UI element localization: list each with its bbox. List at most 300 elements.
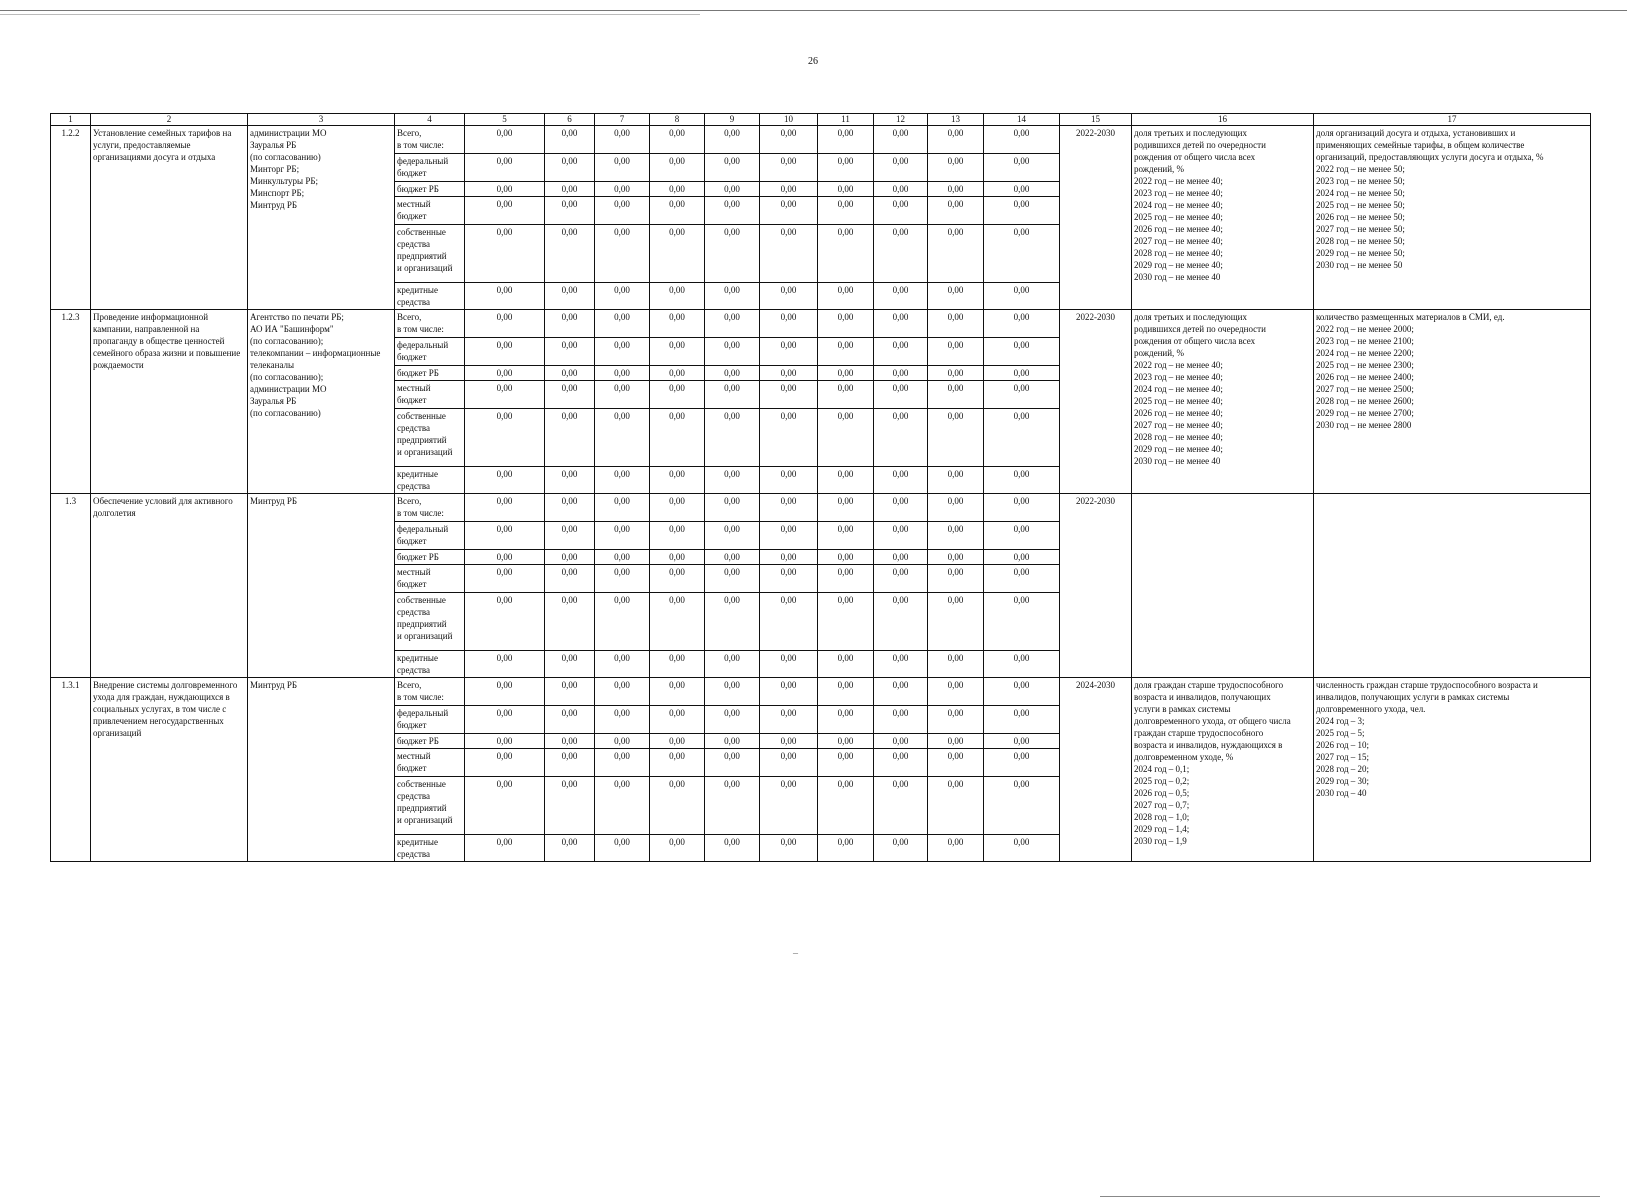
funding-amount: 0,00 bbox=[984, 678, 1060, 706]
funding-amount: 0,00 bbox=[705, 225, 760, 283]
funding-amount: 0,00 bbox=[760, 197, 818, 225]
funding-amount: 0,00 bbox=[928, 338, 984, 366]
funding-amount: 0,00 bbox=[928, 550, 984, 565]
funding-amount: 0,00 bbox=[465, 126, 545, 154]
funding-amount: 0,00 bbox=[818, 197, 874, 225]
funding-amount: 0,00 bbox=[595, 777, 650, 835]
funding-amount: 0,00 bbox=[705, 381, 760, 409]
funding-amount: 0,00 bbox=[545, 366, 595, 381]
funding-amount: 0,00 bbox=[818, 678, 874, 706]
target-indicator: доля третьих и последующих родившихся детей по очередности рождения от общего числа всех рождений, % 2022 год – не менее 40; 2023 год – не менее 40; 2024 год – не менее 40; 2025 год – не менее 40; 2026 год – не менее 40; 2027 год – не менее 40; 2028 год – не менее 40; 2029 год – не менее 40; 2030 год – не менее 40 bbox=[1132, 310, 1314, 494]
funding-source: бюджет РБ bbox=[395, 182, 465, 197]
funding-amount: 0,00 bbox=[874, 283, 928, 310]
funding-amount: 0,00 bbox=[874, 467, 928, 494]
funding-amount: 0,00 bbox=[545, 338, 595, 366]
funding-amount: 0,00 bbox=[818, 366, 874, 381]
implementation-period: 2022-2030 bbox=[1060, 494, 1132, 678]
funding-amount: 0,00 bbox=[705, 126, 760, 154]
funding-source: федеральный бюджет bbox=[395, 154, 465, 182]
funding-amount: 0,00 bbox=[874, 835, 928, 862]
funding-amount: 0,00 bbox=[818, 182, 874, 197]
funding-amount: 0,00 bbox=[705, 197, 760, 225]
funding-source: кредитные средства bbox=[395, 467, 465, 494]
measure-name: Проведение информационной кампании, направленной на пропаганду в обществе ценностей семейного образа жизни и повышение рождаемости bbox=[91, 310, 248, 494]
funding-amount: 0,00 bbox=[874, 749, 928, 777]
funding-amount: 0,00 bbox=[984, 182, 1060, 197]
funding-amount: 0,00 bbox=[545, 651, 595, 678]
measure-executors: администрации МО Зауралья РБ (по согласованию) Минторг РБ; Минкультуры РБ; Минспорт РБ; Минтруд РБ bbox=[248, 126, 395, 310]
funding-amount: 0,00 bbox=[705, 338, 760, 366]
column-number-13: 13 bbox=[928, 114, 984, 126]
funding-amount: 0,00 bbox=[595, 651, 650, 678]
measure-id: 1.3.1 bbox=[51, 678, 91, 862]
funding-amount: 0,00 bbox=[545, 126, 595, 154]
funding-amount: 0,00 bbox=[650, 182, 705, 197]
funding-amount: 0,00 bbox=[874, 225, 928, 283]
funding-amount: 0,00 bbox=[705, 678, 760, 706]
funding-amount: 0,00 bbox=[874, 494, 928, 522]
column-number-5: 5 bbox=[465, 114, 545, 126]
funding-amount: 0,00 bbox=[545, 197, 595, 225]
funding-amount: 0,00 bbox=[705, 835, 760, 862]
funding-amount: 0,00 bbox=[465, 467, 545, 494]
funding-amount: 0,00 bbox=[465, 381, 545, 409]
funding-amount: 0,00 bbox=[465, 366, 545, 381]
funding-source: бюджет РБ bbox=[395, 366, 465, 381]
funding-amount: 0,00 bbox=[705, 734, 760, 749]
funding-amount: 0,00 bbox=[874, 593, 928, 651]
measure-id: 1.3 bbox=[51, 494, 91, 678]
funding-amount: 0,00 bbox=[928, 197, 984, 225]
funding-source: местный бюджет bbox=[395, 565, 465, 593]
funding-amount: 0,00 bbox=[465, 338, 545, 366]
funding-source: федеральный бюджет bbox=[395, 338, 465, 366]
funding-amount: 0,00 bbox=[928, 835, 984, 862]
funding-amount: 0,00 bbox=[705, 565, 760, 593]
target-indicator: доля граждан старше трудоспособного возраста и инвалидов, получающих услуги в рамках системы долговременного ухода, от общего числа граждан старше трудоспособного возраста и инвалидов, нуждающихся в долговременном уходе, % 2024 год – 0,1; 2025 год – 0,2; 2026 год – 0,5; 2027 год – 0,7; 2028 год – 1,0; 2029 год – 1,4; 2030 год – 1,9 bbox=[1132, 678, 1314, 862]
funding-amount: 0,00 bbox=[650, 381, 705, 409]
funding-amount: 0,00 bbox=[650, 283, 705, 310]
funding-amount: 0,00 bbox=[760, 593, 818, 651]
funding-amount: 0,00 bbox=[545, 381, 595, 409]
funding-amount: 0,00 bbox=[545, 182, 595, 197]
target-indicator: доля третьих и последующих родившихся детей по очередности рождения от общего числа всех рождений, % 2022 год – не менее 40; 2023 год – не менее 40; 2024 год – не менее 40; 2025 год – не менее 40; 2026 год – не менее 40; 2027 год – не менее 40; 2028 год – не менее 40; 2029 год – не менее 40; 2030 год – не менее 40 bbox=[1132, 126, 1314, 310]
funding-amount: 0,00 bbox=[818, 126, 874, 154]
funding-amount: 0,00 bbox=[465, 835, 545, 862]
funding-amount: 0,00 bbox=[818, 706, 874, 734]
funding-amount: 0,00 bbox=[928, 678, 984, 706]
column-number-4: 4 bbox=[395, 114, 465, 126]
funding-amount: 0,00 bbox=[874, 651, 928, 678]
funding-amount: 0,00 bbox=[705, 522, 760, 550]
funding-source: собственные средства предприятий и организаций bbox=[395, 225, 465, 283]
funding-amount: 0,00 bbox=[650, 126, 705, 154]
funding-amount: 0,00 bbox=[650, 522, 705, 550]
funding-amount: 0,00 bbox=[595, 550, 650, 565]
funding-amount: 0,00 bbox=[545, 550, 595, 565]
funding-amount: 0,00 bbox=[705, 651, 760, 678]
funding-amount: 0,00 bbox=[465, 565, 545, 593]
target-indicator bbox=[1132, 494, 1314, 678]
funding-amount: 0,00 bbox=[760, 565, 818, 593]
funding-amount: 0,00 bbox=[928, 522, 984, 550]
funding-amount: 0,00 bbox=[545, 678, 595, 706]
funding-amount: 0,00 bbox=[545, 835, 595, 862]
implementation-period: 2022-2030 bbox=[1060, 310, 1132, 494]
funding-amount: 0,00 bbox=[545, 154, 595, 182]
funding-source: Всего, в том числе: bbox=[395, 678, 465, 706]
funding-amount: 0,00 bbox=[818, 734, 874, 749]
funding-amount: 0,00 bbox=[595, 467, 650, 494]
funding-amount: 0,00 bbox=[595, 182, 650, 197]
funding-amount: 0,00 bbox=[818, 338, 874, 366]
funding-amount: 0,00 bbox=[650, 734, 705, 749]
funding-amount: 0,00 bbox=[545, 593, 595, 651]
funding-amount: 0,00 bbox=[760, 678, 818, 706]
funding-amount: 0,00 bbox=[465, 593, 545, 651]
funding-amount: 0,00 bbox=[465, 310, 545, 338]
funding-amount: 0,00 bbox=[595, 366, 650, 381]
funding-amount: 0,00 bbox=[650, 366, 705, 381]
funding-amount: 0,00 bbox=[928, 182, 984, 197]
funding-amount: 0,00 bbox=[595, 310, 650, 338]
funding-amount: 0,00 bbox=[818, 593, 874, 651]
funding-amount: 0,00 bbox=[650, 777, 705, 835]
funding-amount: 0,00 bbox=[705, 593, 760, 651]
funding-amount: 0,00 bbox=[874, 678, 928, 706]
funding-amount: 0,00 bbox=[818, 835, 874, 862]
funding-amount: 0,00 bbox=[928, 154, 984, 182]
funding-amount: 0,00 bbox=[760, 706, 818, 734]
column-number-15: 15 bbox=[1060, 114, 1132, 126]
funding-amount: 0,00 bbox=[984, 310, 1060, 338]
funding-amount: 0,00 bbox=[465, 777, 545, 835]
funding-amount: 0,00 bbox=[984, 381, 1060, 409]
funding-amount: 0,00 bbox=[818, 749, 874, 777]
funding-amount: 0,00 bbox=[595, 522, 650, 550]
funding-amount: 0,00 bbox=[595, 225, 650, 283]
funding-amount: 0,00 bbox=[874, 366, 928, 381]
funding-amount: 0,00 bbox=[928, 651, 984, 678]
funding-amount: 0,00 bbox=[818, 310, 874, 338]
column-number-3: 3 bbox=[248, 114, 395, 126]
funding-amount: 0,00 bbox=[874, 777, 928, 835]
funding-amount: 0,00 bbox=[545, 522, 595, 550]
funding-amount: 0,00 bbox=[650, 565, 705, 593]
funding-amount: 0,00 bbox=[650, 678, 705, 706]
funding-amount: 0,00 bbox=[650, 749, 705, 777]
funding-amount: 0,00 bbox=[760, 467, 818, 494]
column-number-16: 16 bbox=[1132, 114, 1314, 126]
funding-amount: 0,00 bbox=[465, 182, 545, 197]
funding-amount: 0,00 bbox=[705, 706, 760, 734]
table-row bbox=[51, 126, 1591, 154]
funding-amount: 0,00 bbox=[650, 550, 705, 565]
header-row bbox=[51, 114, 1591, 126]
funding-amount: 0,00 bbox=[760, 494, 818, 522]
funding-amount: 0,00 bbox=[874, 310, 928, 338]
funding-amount: 0,00 bbox=[465, 749, 545, 777]
funding-amount: 0,00 bbox=[465, 409, 545, 467]
result-indicator: численность граждан старше трудоспособного возраста и инвалидов, получающих услуги в рамках системы долговременного ухода, чел. 2024 год – 3; 2025 год – 5; 2026 год – 10; 2027 год – 15; 2028 год – 20; 2029 год – 30; 2030 год – 40 bbox=[1314, 678, 1591, 862]
funding-amount: 0,00 bbox=[984, 126, 1060, 154]
funding-source: кредитные средства bbox=[395, 651, 465, 678]
funding-amount: 0,00 bbox=[650, 494, 705, 522]
table-row bbox=[51, 494, 1591, 522]
scan-edge-line bbox=[0, 14, 700, 15]
funding-source: собственные средства предприятий и организаций bbox=[395, 777, 465, 835]
funding-amount: 0,00 bbox=[705, 749, 760, 777]
funding-source: собственные средства предприятий и организаций bbox=[395, 409, 465, 467]
funding-source: местный бюджет bbox=[395, 749, 465, 777]
funding-amount: 0,00 bbox=[928, 467, 984, 494]
funding-amount: 0,00 bbox=[874, 197, 928, 225]
funding-amount: 0,00 bbox=[818, 283, 874, 310]
funding-amount: 0,00 bbox=[760, 777, 818, 835]
funding-amount: 0,00 bbox=[650, 835, 705, 862]
funding-amount: 0,00 bbox=[818, 651, 874, 678]
funding-amount: 0,00 bbox=[650, 467, 705, 494]
funding-amount: 0,00 bbox=[595, 381, 650, 409]
column-number-6: 6 bbox=[545, 114, 595, 126]
funding-amount: 0,00 bbox=[760, 283, 818, 310]
funding-amount: 0,00 bbox=[705, 409, 760, 467]
table-row bbox=[51, 678, 1591, 706]
measure-executors: Минтруд РБ bbox=[248, 678, 395, 862]
funding-amount: 0,00 bbox=[595, 749, 650, 777]
funding-amount: 0,00 bbox=[928, 734, 984, 749]
funding-amount: 0,00 bbox=[705, 494, 760, 522]
funding-amount: 0,00 bbox=[595, 197, 650, 225]
funding-amount: 0,00 bbox=[818, 494, 874, 522]
funding-amount: 0,00 bbox=[874, 126, 928, 154]
funding-amount: 0,00 bbox=[465, 550, 545, 565]
column-number-10: 10 bbox=[760, 114, 818, 126]
funding-amount: 0,00 bbox=[928, 310, 984, 338]
measure-name: Обеспечение условий для активного долголетия bbox=[91, 494, 248, 678]
funding-source: бюджет РБ bbox=[395, 550, 465, 565]
funding-amount: 0,00 bbox=[818, 409, 874, 467]
funding-amount: 0,00 bbox=[650, 310, 705, 338]
column-number-9: 9 bbox=[705, 114, 760, 126]
implementation-period: 2024-2030 bbox=[1060, 678, 1132, 862]
funding-amount: 0,00 bbox=[984, 197, 1060, 225]
scan-edge-line bbox=[0, 10, 1627, 11]
column-number-2: 2 bbox=[91, 114, 248, 126]
funding-amount: 0,00 bbox=[874, 409, 928, 467]
funding-amount: 0,00 bbox=[818, 550, 874, 565]
funding-amount: 0,00 bbox=[760, 338, 818, 366]
funding-amount: 0,00 bbox=[705, 310, 760, 338]
funding-source: Всего, в том числе: bbox=[395, 310, 465, 338]
funding-amount: 0,00 bbox=[650, 409, 705, 467]
funding-amount: 0,00 bbox=[705, 366, 760, 381]
funding-amount: 0,00 bbox=[465, 494, 545, 522]
funding-amount: 0,00 bbox=[705, 154, 760, 182]
funding-amount: 0,00 bbox=[984, 593, 1060, 651]
funding-amount: 0,00 bbox=[650, 197, 705, 225]
funding-amount: 0,00 bbox=[874, 338, 928, 366]
funding-amount: 0,00 bbox=[760, 835, 818, 862]
funding-amount: 0,00 bbox=[465, 522, 545, 550]
scan-artifact: – bbox=[793, 948, 798, 959]
funding-amount: 0,00 bbox=[545, 494, 595, 522]
funding-amount: 0,00 bbox=[545, 777, 595, 835]
funding-amount: 0,00 bbox=[928, 749, 984, 777]
funding-amount: 0,00 bbox=[874, 706, 928, 734]
funding-amount: 0,00 bbox=[545, 706, 595, 734]
funding-amount: 0,00 bbox=[760, 126, 818, 154]
funding-amount: 0,00 bbox=[465, 678, 545, 706]
funding-amount: 0,00 bbox=[595, 835, 650, 862]
funding-amount: 0,00 bbox=[818, 565, 874, 593]
scan-edge-line bbox=[1100, 1196, 1600, 1197]
funding-amount: 0,00 bbox=[928, 593, 984, 651]
funding-amount: 0,00 bbox=[465, 734, 545, 749]
funding-amount: 0,00 bbox=[545, 283, 595, 310]
funding-amount: 0,00 bbox=[984, 283, 1060, 310]
funding-amount: 0,00 bbox=[984, 522, 1060, 550]
funding-amount: 0,00 bbox=[874, 550, 928, 565]
funding-amount: 0,00 bbox=[465, 283, 545, 310]
column-number-8: 8 bbox=[650, 114, 705, 126]
table-row bbox=[51, 310, 1591, 338]
funding-amount: 0,00 bbox=[818, 154, 874, 182]
funding-amount: 0,00 bbox=[760, 409, 818, 467]
column-number-1: 1 bbox=[51, 114, 91, 126]
funding-source: федеральный бюджет bbox=[395, 522, 465, 550]
funding-amount: 0,00 bbox=[928, 565, 984, 593]
funding-amount: 0,00 bbox=[760, 651, 818, 678]
page-number: 26 bbox=[808, 56, 818, 67]
funding-amount: 0,00 bbox=[928, 777, 984, 835]
funding-source: местный бюджет bbox=[395, 197, 465, 225]
funding-amount: 0,00 bbox=[595, 154, 650, 182]
funding-amount: 0,00 bbox=[595, 734, 650, 749]
funding-amount: 0,00 bbox=[650, 593, 705, 651]
funding-amount: 0,00 bbox=[650, 338, 705, 366]
funding-amount: 0,00 bbox=[465, 225, 545, 283]
funding-amount: 0,00 bbox=[984, 409, 1060, 467]
funding-amount: 0,00 bbox=[928, 366, 984, 381]
measure-executors: Агентство по печати РБ; АО ИА "Башинформ" (по согласованию); телекомпании – информационные телеканалы (по согласованию); администрации МО Зауралья РБ (по согласованию) bbox=[248, 310, 395, 494]
measure-name: Установление семейных тарифов на услуги, предоставляемые организациями досуга и отдыха bbox=[91, 126, 248, 310]
funding-amount: 0,00 bbox=[760, 381, 818, 409]
funding-source: бюджет РБ bbox=[395, 734, 465, 749]
funding-amount: 0,00 bbox=[928, 494, 984, 522]
funding-amount: 0,00 bbox=[760, 182, 818, 197]
funding-amount: 0,00 bbox=[465, 651, 545, 678]
funding-amount: 0,00 bbox=[760, 550, 818, 565]
funding-amount: 0,00 bbox=[984, 749, 1060, 777]
result-indicator: доля организаций досуга и отдыха, установивших и применяющих семейные тарифы, в общем количестве организаций, предоставляющих услуги досуга и отдыха, % 2022 год – не менее 50; 2023 год – не менее 50; 2024 год – не менее 50; 2025 год – не менее 50; 2026 год – не менее 50; 2027 год – не менее 50; 2028 год – не менее 50; 2029 год – не менее 50; 2030 год – не менее 50 bbox=[1314, 126, 1591, 310]
funding-source: собственные средства предприятий и организаций bbox=[395, 593, 465, 651]
funding-amount: 0,00 bbox=[928, 381, 984, 409]
funding-amount: 0,00 bbox=[760, 749, 818, 777]
funding-amount: 0,00 bbox=[650, 225, 705, 283]
funding-amount: 0,00 bbox=[545, 467, 595, 494]
column-number-14: 14 bbox=[984, 114, 1060, 126]
funding-amount: 0,00 bbox=[984, 225, 1060, 283]
funding-amount: 0,00 bbox=[650, 706, 705, 734]
column-number-7: 7 bbox=[595, 114, 650, 126]
funding-amount: 0,00 bbox=[545, 734, 595, 749]
funding-amount: 0,00 bbox=[984, 467, 1060, 494]
column-number-11: 11 bbox=[818, 114, 874, 126]
funding-amount: 0,00 bbox=[984, 550, 1060, 565]
funding-amount: 0,00 bbox=[874, 565, 928, 593]
funding-amount: 0,00 bbox=[705, 182, 760, 197]
funding-amount: 0,00 bbox=[984, 651, 1060, 678]
funding-source: Всего, в том числе: bbox=[395, 126, 465, 154]
funding-amount: 0,00 bbox=[984, 565, 1060, 593]
funding-amount: 0,00 bbox=[705, 467, 760, 494]
funding-amount: 0,00 bbox=[595, 126, 650, 154]
funding-amount: 0,00 bbox=[818, 225, 874, 283]
program-table bbox=[50, 113, 1591, 862]
funding-amount: 0,00 bbox=[928, 283, 984, 310]
funding-amount: 0,00 bbox=[595, 338, 650, 366]
funding-amount: 0,00 bbox=[984, 734, 1060, 749]
funding-amount: 0,00 bbox=[928, 706, 984, 734]
funding-amount: 0,00 bbox=[545, 409, 595, 467]
funding-amount: 0,00 bbox=[705, 283, 760, 310]
measure-id: 1.2.2 bbox=[51, 126, 91, 310]
funding-amount: 0,00 bbox=[545, 565, 595, 593]
funding-amount: 0,00 bbox=[545, 310, 595, 338]
column-number-12: 12 bbox=[874, 114, 928, 126]
measure-executors: Минтруд РБ bbox=[248, 494, 395, 678]
funding-amount: 0,00 bbox=[595, 706, 650, 734]
funding-amount: 0,00 bbox=[874, 154, 928, 182]
funding-amount: 0,00 bbox=[874, 182, 928, 197]
funding-amount: 0,00 bbox=[760, 734, 818, 749]
funding-amount: 0,00 bbox=[465, 197, 545, 225]
funding-amount: 0,00 bbox=[984, 366, 1060, 381]
funding-amount: 0,00 bbox=[984, 835, 1060, 862]
measure-id: 1.2.3 bbox=[51, 310, 91, 494]
funding-amount: 0,00 bbox=[760, 310, 818, 338]
funding-source: местный бюджет bbox=[395, 381, 465, 409]
funding-amount: 0,00 bbox=[595, 494, 650, 522]
funding-amount: 0,00 bbox=[874, 734, 928, 749]
funding-amount: 0,00 bbox=[595, 565, 650, 593]
funding-amount: 0,00 bbox=[545, 225, 595, 283]
funding-amount: 0,00 bbox=[705, 777, 760, 835]
column-number-17: 17 bbox=[1314, 114, 1591, 126]
funding-amount: 0,00 bbox=[984, 706, 1060, 734]
funding-amount: 0,00 bbox=[928, 409, 984, 467]
funding-amount: 0,00 bbox=[984, 777, 1060, 835]
funding-amount: 0,00 bbox=[595, 283, 650, 310]
funding-amount: 0,00 bbox=[818, 467, 874, 494]
funding-amount: 0,00 bbox=[928, 225, 984, 283]
funding-amount: 0,00 bbox=[984, 494, 1060, 522]
result-indicator: количество размещенных материалов в СМИ, ед. 2022 год – не менее 2000; 2023 год – не менее 2100; 2024 год – не менее 2200; 2025 год – не менее 2300; 2026 год – не менее 2400; 2027 год – не менее 2500; 2028 год – не менее 2600; 2029 год – не менее 2700; 2030 год – не менее 2800 bbox=[1314, 310, 1591, 494]
implementation-period: 2022-2030 bbox=[1060, 126, 1132, 310]
funding-source: федеральный бюджет bbox=[395, 706, 465, 734]
funding-amount: 0,00 bbox=[760, 154, 818, 182]
funding-amount: 0,00 bbox=[650, 651, 705, 678]
funding-source: кредитные средства bbox=[395, 283, 465, 310]
funding-amount: 0,00 bbox=[874, 381, 928, 409]
funding-amount: 0,00 bbox=[818, 522, 874, 550]
funding-source: Всего, в том числе: bbox=[395, 494, 465, 522]
funding-amount: 0,00 bbox=[595, 409, 650, 467]
funding-source: кредитные средства bbox=[395, 835, 465, 862]
funding-amount: 0,00 bbox=[545, 749, 595, 777]
funding-amount: 0,00 bbox=[650, 154, 705, 182]
